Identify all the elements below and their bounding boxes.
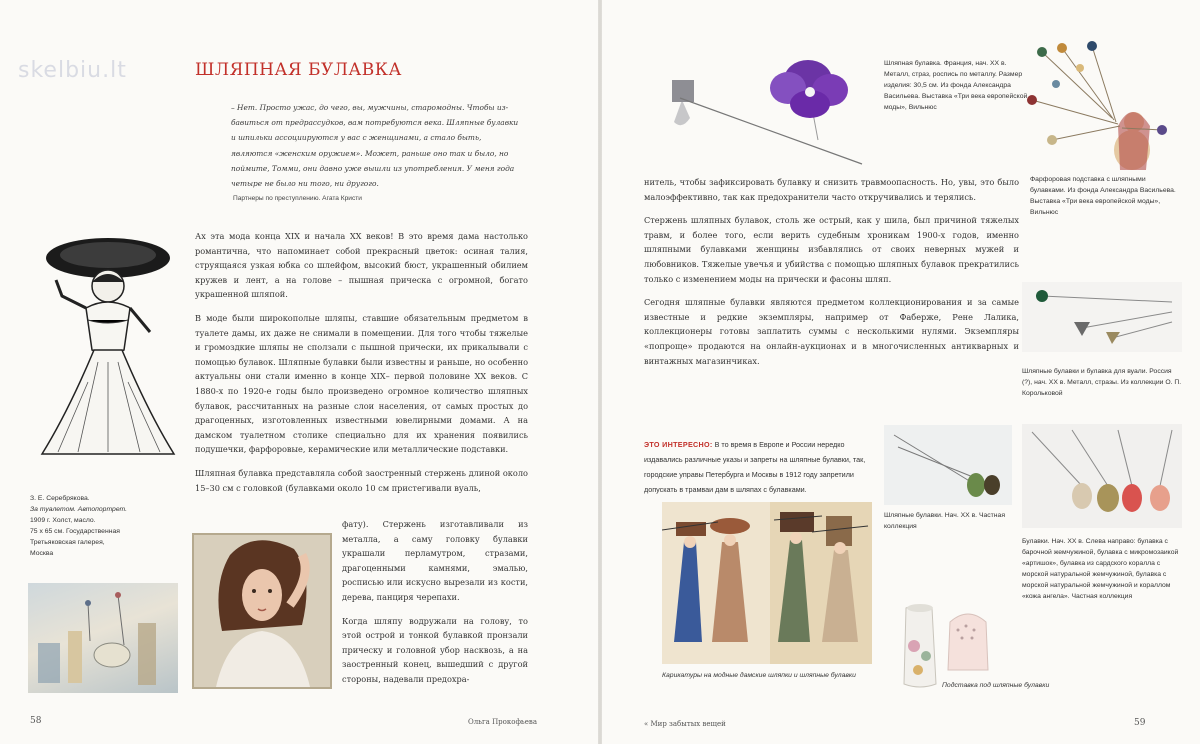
russia-hatpins-photo	[1022, 282, 1182, 352]
did-you-know-box	[644, 437, 874, 497]
private-collection-hatpins-photo	[884, 425, 1012, 505]
caption-russia-hatpins: Шляпные булавки и булавка для вуали. Россия (?), нач. XX в. Металл, стразы. Из коллекции О. П. Корольковой	[1022, 368, 1182, 397]
paragraph-3b: фату). Стержень изготавливали из металла, а саму головку булавки украшали перламутром, стразами, драгоценными камнями, эмалью, росписью или искусно вырезали из кости, дерева, панциря черепахи.	[342, 519, 528, 602]
left-page	[0, 0, 598, 744]
did-you-know-text: В то время в Европе и России нередко издавались различные указы и запреты на шляпные булавки, так, городские управы Петербурга и Москвы в 1912 году запретили допускать в трамваи дам в шляпах с булавками.	[644, 440, 866, 494]
caption-private-hatpins: Шляпные булавки. Нач. XX в. Частная коллекция	[884, 512, 1005, 530]
dressing-table-painting	[28, 583, 178, 693]
footer-book-title: « Мир забытых вещей	[644, 720, 726, 728]
paragraph-r2: Стержень шляпных булавок, столь же острый, как у шила, был причиной тяжелых травм, и более того, если верить судебным хроникам 1900-х годов, именно шляпными булавками женщины избавлялись от своих неверных мужей и любовников. Тяжелые увечья и убийства с помощью шляпных булавок прекратились только с изменением моды на прически и фасоны шляп.	[644, 215, 1019, 284]
caption-artwork-title: За туалетом. Автопортрет.	[30, 506, 128, 513]
epigraph-citation: Партнеры по преступлению. Агата Кристи	[233, 195, 362, 202]
page-number-left: 58	[30, 716, 42, 726]
right-page	[602, 0, 1200, 744]
caption-serebryakova	[30, 493, 180, 559]
caption-pearl-coral-hatpins: Булавки. Нач. XX в. Слева направо: булавка с барочной жемчужиной, булавка с микромозаикой «артишок», булавка из сардского коралла с морской натуральной жемчужиной, булавка с морской натуральной жемчужиной и кораллом «кожа ангела». Частная коллекция	[1022, 538, 1179, 600]
porcelain-pin-holder-photo	[1022, 40, 1182, 175]
page-number-right: 59	[1134, 718, 1146, 728]
footer-author: Ольга Прокофьева	[468, 718, 537, 726]
watermark: skelbiu.lt	[18, 58, 127, 83]
body-column-1	[195, 229, 528, 495]
epigraph-quote: – Нет. Просто ужас, до чего, вы, мужчины, старомодны. Чтобы из-бавиться от предрассудков, вам потребуются века. Шляпные булавки и шпильки ассоциируются у вас с женщинами, а стало быть, являются «женским оружием». Может, раньше оно так и было, но поймите, Томми, они давно уже вышли из употребления. У меня года четыре не было ни того, ни другого.	[231, 103, 519, 189]
caption-france-hatpin: Шляпная булавка. Франция, нач. XX в. Металл, страз, роспись по металлу. Размер изделия: 30,5 см. Из фонда Александра Васильева. Выставка «Три века европейской моды», Вильнюс	[884, 60, 1028, 111]
body-column-2	[342, 517, 528, 696]
paragraph-1: Ах эта мода конца XIX и начала XX веков! В это время дама настолько романтична, что напоминает собой прекрасный цветок: осиная талия, струящаяся узкая юбка со шлейфом, высокий бюст, украшенный обилием кружев и лент, а на голове – пышная прическа с огромной, богато украшенной шляпой.	[195, 231, 528, 300]
body-right-column	[644, 175, 1019, 377]
paragraph-2: В моде были широкополые шляпы, ставшие обязательным предметом в туалете дамы, их даже не снимали в помещении. Для того чтобы тяжелые и громоздкие шляпы не сползали с пышной прически, их прикалывали с помощью булавок. Шляпные булавки были известны и раньше, но особенно актуальны они стали именно в конце XIX– первой половине XX веков. С 1880-х по 1920-е годы было произведено огромное количество шляпных булавок, рассчитанных на разные слои населения, от самых простых до драгоценных, изготовленных известными ювелирными домами. А на дамском туалетном столике специально для их хранения появились подушечки, фарфоровые, керамические или металлические подставки.	[195, 312, 528, 455]
caption-stand: Подставка под шляпные булавки	[942, 682, 1050, 689]
paragraph-r1: нитель, чтобы зафиксировать булавку и снизить травмоопасность. Но, увы, это было малоэффективно, так как предохранители часто откручивались и терялись.	[644, 177, 1019, 202]
paragraph-r3: Сегодня шляпные булавки являются предметом коллекционирования и за самые известные и редкие экземпляры, например от Фаберже, Рене Лалика, коллекционеры готовы заплатить суммы с несколькими нулями. Экземпляры «попроще» продаются на онлайн-аукционах и в многочисленных антикварных и винтажных магазинчиках.	[644, 297, 1019, 366]
edwardian-lady-engraving	[28, 222, 188, 460]
serebryakova-self-portrait	[192, 533, 332, 689]
caption-line: 1909 г. Холст, масло.	[30, 517, 96, 524]
porcelain-hatpin-stand-photo	[892, 598, 992, 692]
paragraph-3a: Шляпная булавка представляла собой заостренный стержень длиной около 15–30 см с головкой (булавками около 10 см пристегивали вуаль,	[195, 467, 528, 493]
did-you-know-label: ЭТО ИНТЕРЕСНО:	[644, 440, 713, 449]
caption-line: Третьяковская галерея,	[30, 539, 105, 546]
hatpin-caricatures	[662, 502, 872, 664]
article-title: ШЛЯПНАЯ БУЛАВКА	[195, 60, 402, 80]
caption-porcelain-holder: Фарфоровая подставка с шляпными булавками. Из фонда Александра Васильева. Выставка «Три века европейской моды», Вильнюс	[1030, 176, 1176, 216]
pansy-hatpin-photo	[662, 52, 872, 172]
pearl-coral-hatpins-photo	[1022, 424, 1182, 528]
caption-line: Москва	[30, 550, 54, 557]
caption-line: З. Е. Серебрякова.	[30, 495, 90, 502]
paragraph-4: Когда шляпу водружали на голову, то этой острой и тонкой булавкой пронзали прическу и головной убор насквозь, а на заостренный конец, вышедший с другой стороны, надевали предохра-	[342, 615, 528, 684]
caption-line: 75 х 65 см. Государственная	[30, 528, 120, 535]
caption-caricatures: Карикатуры на модные дамские шляпки и шляпные булавки	[662, 672, 856, 679]
